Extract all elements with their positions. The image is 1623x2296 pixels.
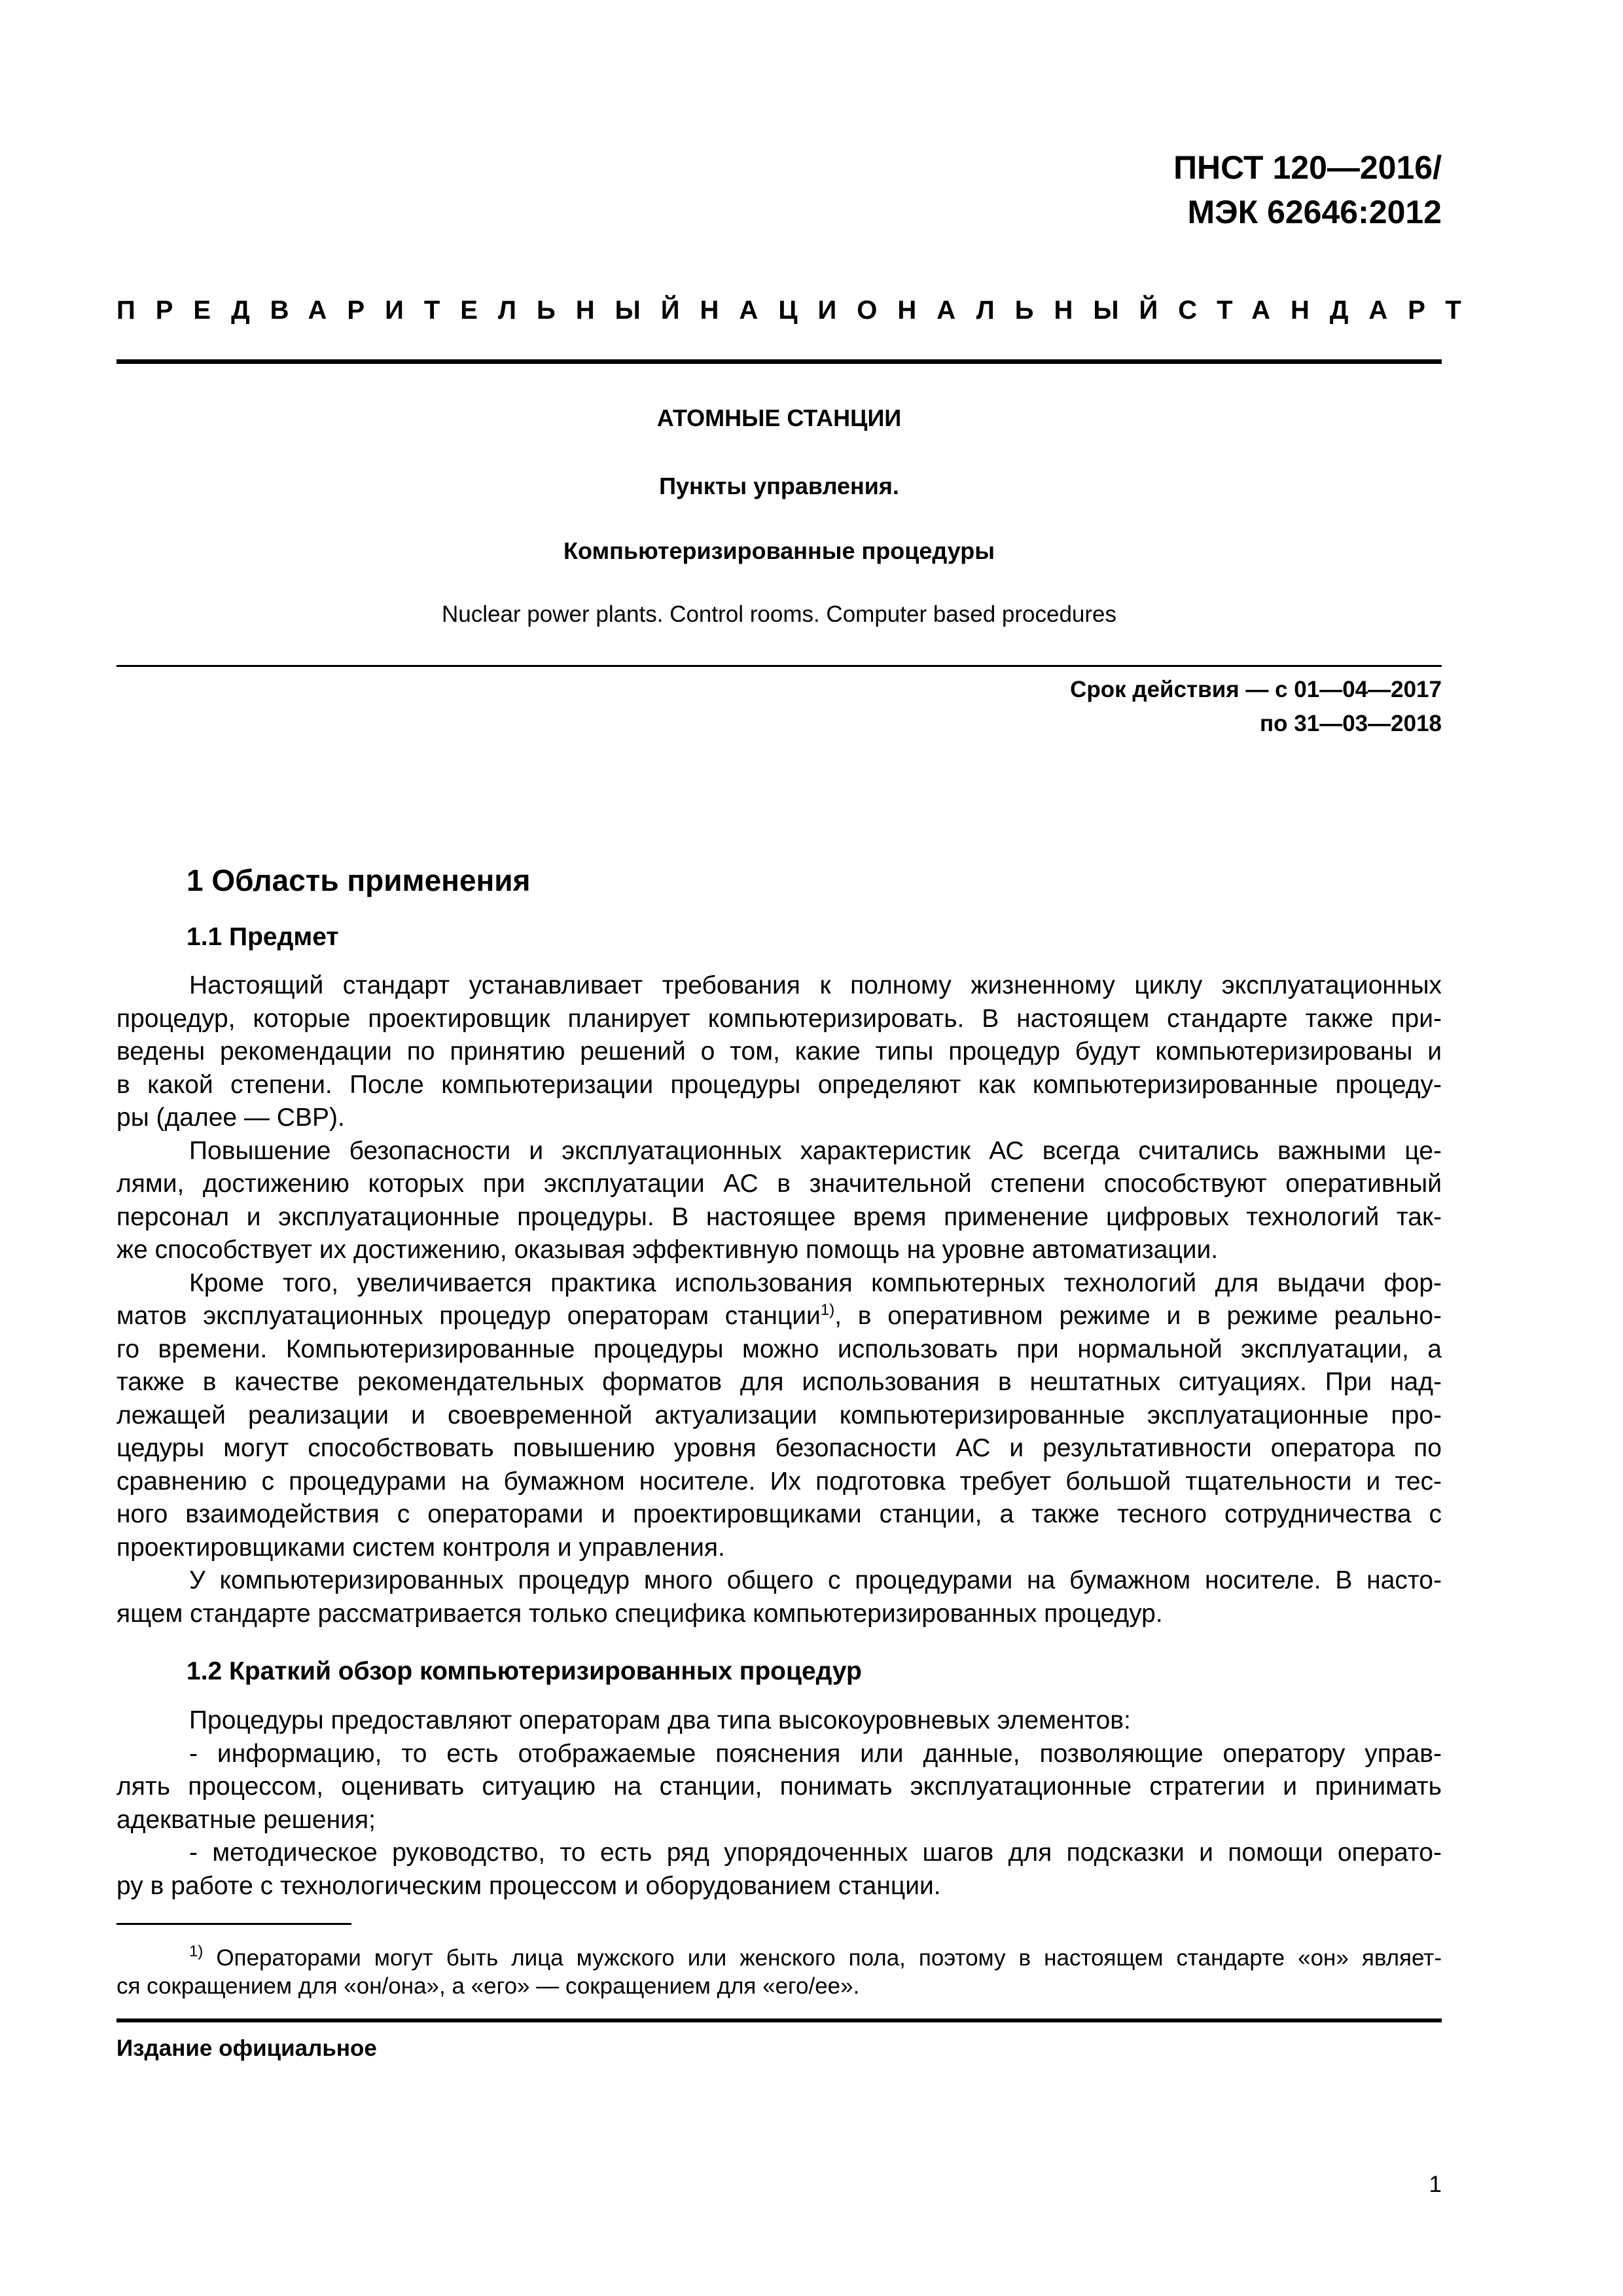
text-line: сравнению с процедурами на бумажном носителе. Их подготовка требует большой тщательности и тес- [116, 1467, 1442, 1496]
header-divider [116, 359, 1442, 364]
standard-type-word: ПРЕДВАРИТЕЛЬНЫЙ [116, 296, 700, 325]
text-fragment: , в оперативном режиме и в режиме реально- [834, 1302, 1442, 1330]
subsection-heading: 1.1 Предмет [187, 923, 339, 951]
text-line: также в качестве рекомендательных форматов для использования в нештатных ситуациях. При над- [116, 1368, 1442, 1396]
title-line1: АТОМНЫЕ СТАНЦИИ [656, 404, 902, 431]
text-line: Процедуры предоставляют операторам два типа высокоуровневых элементов: [189, 1706, 1131, 1734]
validity-period [1070, 673, 1442, 741]
text-line: Настоящий стандарт устанавливает требования к полному жизненному циклу эксплуатационных [189, 971, 1442, 999]
footnote-reference[interactable]: 1) [820, 1301, 835, 1319]
title-english: Nuclear power plants. Control rooms. Computer based procedures [441, 601, 1117, 627]
title-divider [116, 665, 1442, 667]
text-line: ящем стандарте рассматривается только специфика компьютеризированных процедур. [116, 1599, 1163, 1628]
text-line: лежащей реализации и своевременной актуализации компьютеризированные эксплуатационные про- [116, 1401, 1442, 1429]
footnote-divider [116, 1923, 351, 1925]
text-line: ры (далее — СВР). [116, 1103, 345, 1132]
footnote-line [116, 1944, 1442, 1972]
page-number: 1 [1429, 2172, 1442, 2197]
text-line: ного взаимодействия с операторами и проектировщиками станции, а также тесного сотрудничества с [116, 1500, 1442, 1528]
standard-code-line2: МЭК 62646:2012 [1187, 194, 1442, 230]
text-fragment: Операторами могут быть лица мужского или женского пола, поэтому в настоящем стандарте «он» являет- [216, 1945, 1442, 1971]
standard-type-heading [116, 296, 1482, 325]
section-heading: 1 Область применения [187, 863, 531, 897]
text-line: Повышение безопасности и эксплуатационных характеристик АС всегда считались важными це- [189, 1136, 1442, 1165]
standard-code [1173, 145, 1442, 234]
footnote-line: ся сокращением для «он/она», а «его» — сокращением для «его/ее». [116, 1973, 860, 1999]
footnote-mark: 1) [189, 1943, 204, 1960]
text-line: процедур, которые проектировщик планирует компьютеризировать. В настоящем стандарте также при- [116, 1004, 1442, 1033]
text-fragment: матов эксплуатационных процедур операторам станции [116, 1302, 821, 1330]
text-line: адекватные решения; [116, 1805, 376, 1834]
subsection-1-2-body [116, 1704, 1442, 1903]
validity-to: по 31—03—2018 [1260, 711, 1442, 736]
text-line: проектировщиками систем контроля и управления. [116, 1533, 725, 1562]
text-line: в какой степени. После компьютеризации процедуры определяют как компьютеризированные процеду- [116, 1070, 1442, 1099]
standard-type-word: СТАНДАРТ [1178, 296, 1482, 325]
footer-divider [116, 2018, 1442, 2022]
validity-from: Срок действия — с 01—04—2017 [1070, 677, 1442, 702]
title-line3: Компьютеризированные процедуры [563, 537, 995, 564]
footnote [116, 1944, 1442, 2000]
text-line: - методическое руководство, то есть ряд упорядоченных шагов для подсказки и помощи операто- [189, 1839, 1442, 1867]
text-line: лями, достижению которых при эксплуатации АС в значительной степени способствуют оперативный [116, 1170, 1442, 1198]
text-line: персонал и эксплуатационные процедуры. В настоящее время применение цифровых технологий так- [116, 1202, 1442, 1231]
subsection-heading: 1.2 Краткий обзор компьютеризированных процедур [187, 1657, 862, 1685]
subsection-1-1-body [116, 969, 1442, 1630]
text-line [116, 1300, 1442, 1333]
text-line: же способствует их достижению, оказывая эффективную помощь на уровне автоматизации. [116, 1236, 1219, 1264]
text-line: ру в работе с технологическим процессом и оборудованием станции. [116, 1871, 941, 1900]
text-line: Кроме того, увеличивается практика использования компьютерных технологий для выдачи фор- [189, 1268, 1442, 1297]
text-line: го времени. Компьютеризированные процедуры можно использовать при нормальной эксплуатации, а [116, 1335, 1442, 1363]
edition-label: Издание официальное [116, 2036, 377, 2061]
title-line2: Пункты управления. [659, 473, 899, 499]
standard-code-line1: ПНСТ 120—2016/ [1173, 149, 1442, 186]
standard-type-word: НАЦИОНАЛЬНЫЙ [700, 296, 1179, 325]
text-line: - информацию, то есть отображаемые пояснения или данные, позволяющие оператору управ- [189, 1739, 1442, 1768]
text-line: лять процессом, оценивать ситуацию на станции, понимать эксплуатационные стратегии и принимать [116, 1772, 1442, 1801]
text-line: ведены рекомендации по принятию решений о том, какие типы процедур будут компьютеризированы и [116, 1037, 1442, 1066]
text-line: У компьютеризированных процедур много общего с процедурами на бумажном носителе. В насто- [189, 1566, 1442, 1594]
text-line: цедуры могут способствовать повышению уровня безопасности АС и результативности оператора по [116, 1434, 1442, 1462]
